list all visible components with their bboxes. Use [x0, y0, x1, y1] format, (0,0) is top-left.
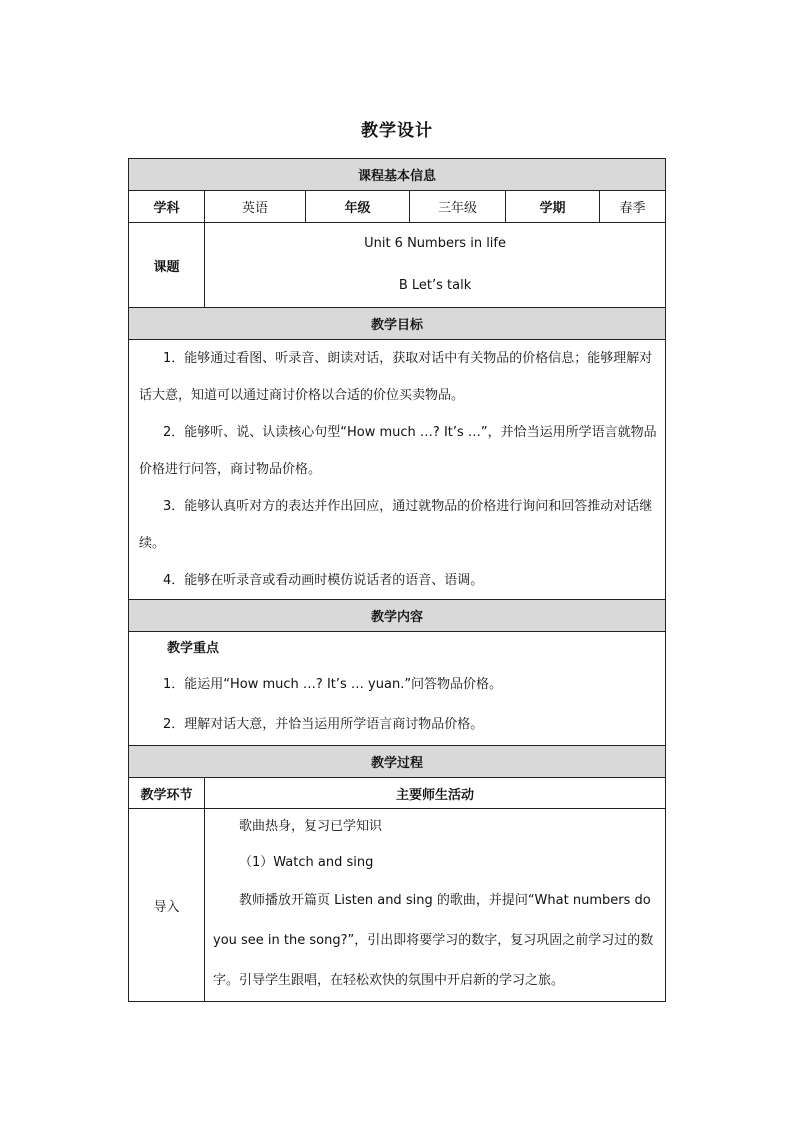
- activity-line: （1）Watch and sing: [239, 855, 374, 870]
- objective-item: 2．能够听、说、认读核心句型“How much …? It’s …”，并恰当运用所学语言就物品价格进行问答，商讨物品价格。: [139, 425, 657, 477]
- activity-line: 歌曲热身，复习已学知识: [239, 819, 383, 834]
- stage-name: 导入: [129, 809, 205, 1002]
- objectives-header: 教学目标: [129, 308, 666, 340]
- basic-info-header: 课程基本信息: [129, 159, 666, 191]
- objective-item: 4．能够在听录音或看动画时模仿说话者的语音、语调。: [163, 573, 484, 588]
- content-header: 教学内容: [129, 600, 666, 632]
- objective-item: 3．能够认真听对方的表达并作出回应，通过就物品的价格进行询问和回答推动对话继续。: [139, 499, 653, 551]
- activity-paragraph: 教师播放开篇页 Listen and sing 的歌曲，并提问“What numbers do you see in the song?”，引出即将要学习的数字，复习巩固之前学习过的数字。引导学生跟唱，在轻松欢快的氛围中开启新的学习之旅。: [213, 893, 654, 988]
- activity-cell: [205, 809, 666, 1002]
- content-cell: [129, 632, 666, 746]
- key-point-item: 2．理解对话大意，并恰当运用所学语言商讨物品价格。: [163, 716, 484, 732]
- topic-label: 课题: [129, 223, 205, 308]
- stage-column-header: 教学环节: [129, 778, 205, 809]
- topic-unit: Unit 6 Numbers in life: [364, 236, 506, 251]
- subject-value: 英语: [205, 191, 306, 223]
- objectives-cell: [129, 340, 666, 600]
- topic-section: B Let’s talk: [398, 278, 472, 293]
- key-points-label: 教学重点: [167, 640, 220, 656]
- topic-cell: [205, 223, 666, 308]
- objective-item: 1．能够通过看图、听录音、朗读对话，获取对话中有关物品的价格信息；能够理解对话大意，知道可以通过商讨价格以合适的价位买卖物品。: [139, 351, 653, 403]
- subject-label: 学科: [129, 191, 205, 223]
- lesson-plan-table: [128, 158, 666, 1002]
- term-value: 春季: [600, 191, 666, 223]
- activity-column-header: 主要师生活动: [205, 778, 666, 809]
- document-title: 教学设计: [361, 121, 433, 141]
- process-header: 教学过程: [129, 746, 666, 778]
- term-label: 学期: [506, 191, 600, 223]
- key-point-item: 1．能运用“How much …? It’s … yuan.”问答物品价格。: [163, 676, 503, 692]
- grade-value: 三年级: [410, 191, 506, 223]
- grade-label: 年级: [306, 191, 410, 223]
